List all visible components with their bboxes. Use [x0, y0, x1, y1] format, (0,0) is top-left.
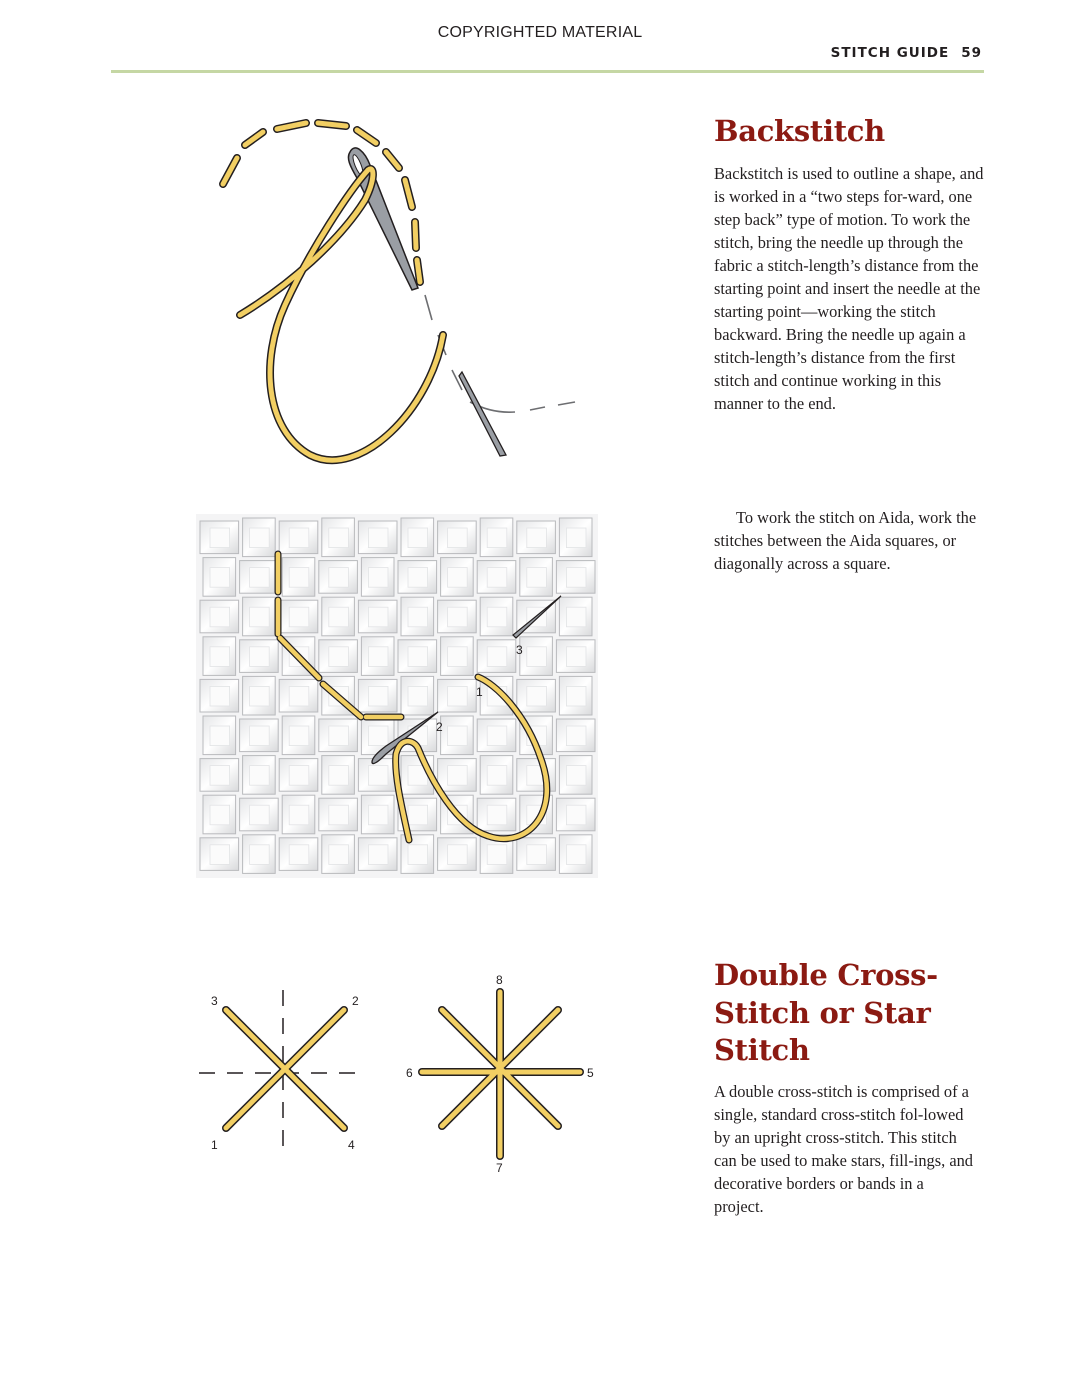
cross-label-4: 4 [348, 1138, 355, 1152]
aida-cell-hole [448, 647, 468, 667]
aida-cloth-illustration [196, 514, 598, 878]
aida-cell-hole [368, 766, 388, 786]
aida-cell-hole [487, 607, 507, 627]
aida-cell-hole [250, 647, 270, 667]
aida-cell-hole [250, 607, 270, 627]
double-cross-section [714, 957, 974, 1218]
aida-cell-hole [368, 647, 388, 667]
aida-label-1: 1 [476, 685, 483, 699]
section-title: STITCH GUIDE [830, 45, 950, 61]
aida-cell-hole [289, 845, 309, 865]
aida-cell-hole [527, 528, 547, 548]
running-head [831, 45, 982, 61]
aida-cell-hole [408, 647, 428, 667]
aida-cell-hole [487, 805, 507, 825]
aida-cell-hole [527, 647, 547, 667]
aida-cell-hole [329, 766, 349, 786]
aida-cell-hole [487, 726, 507, 746]
aida-cell-hole [210, 528, 230, 548]
aida-paragraph: To work the stitch on Aida, work the stitches between the Aida squares, or diagonally across a square. [714, 508, 977, 573]
aida-label-2: 2 [436, 720, 443, 734]
cross-label-1: 1 [211, 1138, 218, 1152]
aida-cell-hole [368, 568, 388, 588]
aida-cell-hole [329, 726, 349, 746]
aida-cell-hole [289, 686, 309, 706]
aida-cell-hole [368, 845, 388, 865]
aida-cell-hole [329, 805, 349, 825]
cross-stitch-diagram [196, 985, 374, 1160]
aida-cell-hole [250, 726, 270, 746]
aida-cell-hole [566, 805, 586, 825]
aida-cell-hole [527, 686, 547, 706]
aida-cell-hole [408, 607, 428, 627]
aida-cell-hole [210, 726, 230, 746]
aida-cell-hole [566, 766, 586, 786]
aida-cell-hole [408, 845, 428, 865]
aida-cell-hole [368, 607, 388, 627]
aida-note [714, 506, 986, 575]
cross-label-2: 2 [352, 994, 359, 1008]
aida-cell-hole [448, 845, 468, 865]
aida-cell-hole [487, 766, 507, 786]
aida-cell-hole [329, 845, 349, 865]
aida-cell-hole [368, 805, 388, 825]
aida-cell-hole [408, 805, 428, 825]
completed-stitches [223, 123, 420, 282]
aida-cell-hole [250, 568, 270, 588]
aida-cell-hole [448, 766, 468, 786]
backstitch-section [714, 113, 986, 415]
star-label-7: 7 [496, 1161, 503, 1175]
star-label-5: 5 [587, 1066, 594, 1080]
cross-stitch [226, 1010, 344, 1128]
backstitch-paragraph: Backstitch is used to outline a shape, and is worked in a “two steps for-ward, one step back” type of motion. To work the stitch, bring the needle up through the fabric a stitch-length’s distance from the starting point and insert the needle at the starting point—working the stitch backward. Bring the needle up again a stitch-length’s distance from the first stitch and continue working in this manner to the end. [714, 164, 984, 413]
cross-label-3: 3 [211, 994, 218, 1008]
aida-cell-hole [289, 528, 309, 548]
double-cross-paragraph: A double cross-stitch is comprised of a single, standard cross-stitch fol-lowed by an upright cross-stitch. This stitch can be used to make stars, fill-ings, and decorative borders or bands in a project. [714, 1081, 973, 1216]
aida-cell-hole [250, 805, 270, 825]
header-rule [111, 70, 984, 73]
backstitch-illustration [200, 110, 600, 470]
aida-cell-hole [250, 528, 270, 548]
page-number: 59 [961, 45, 982, 61]
aida-cell-hole [289, 766, 309, 786]
star-label-6: 6 [406, 1066, 413, 1080]
aida-cell-hole [250, 686, 270, 706]
aida-cell-hole [250, 766, 270, 786]
aida-cell-hole [408, 686, 428, 706]
aida-cell-hole [566, 568, 586, 588]
aida-cell-hole [368, 528, 388, 548]
aida-cell-hole [566, 607, 586, 627]
aida-cell-hole [566, 528, 586, 548]
aida-cell-hole [408, 528, 428, 548]
needle-tip-icon [459, 372, 506, 456]
aida-cell-hole [448, 726, 468, 746]
aida-cell-hole [448, 607, 468, 627]
backstitch-heading: Backstitch [714, 114, 885, 148]
star-stitch-diagram [400, 968, 600, 1178]
aida-cell-hole [566, 726, 586, 746]
aida-cell-hole [448, 528, 468, 548]
copyright-notice: COPYRIGHTED MATERIAL [437, 24, 643, 41]
aida-cell-hole [487, 845, 507, 865]
aida-cell-hole [289, 568, 309, 588]
aida-cell-hole [289, 726, 309, 746]
aida-cell-hole [289, 805, 309, 825]
aida-cell-hole [329, 528, 349, 548]
aida-cell-hole [527, 845, 547, 865]
hidden-thread-path [425, 295, 575, 412]
aida-cell-hole [210, 607, 230, 627]
star-label-8: 8 [496, 973, 503, 987]
aida-cell-hole [210, 647, 230, 667]
aida-cell-hole [289, 607, 309, 627]
aida-cell-hole [368, 726, 388, 746]
aida-cell-hole [210, 568, 230, 588]
thread-loop [240, 169, 443, 460]
aida-cell-hole [329, 607, 349, 627]
aida-cell-hole [566, 647, 586, 667]
aida-cell-hole [210, 766, 230, 786]
aida-cell-hole [487, 568, 507, 588]
aida-label-3: 3 [516, 643, 523, 657]
aida-cell-hole [527, 568, 547, 588]
aida-cell-hole [210, 845, 230, 865]
aida-cell-hole [566, 845, 586, 865]
aida-cell-hole [448, 568, 468, 588]
aida-cell-hole [329, 568, 349, 588]
aida-cell-hole [210, 805, 230, 825]
double-cross-heading: Double Cross-Stitch or Star Stitch [714, 958, 938, 1067]
aida-cell-hole [487, 528, 507, 548]
aida-cell-hole [566, 686, 586, 706]
aida-cell-hole [368, 686, 388, 706]
aida-cell-hole [487, 647, 507, 667]
aida-cell-hole [408, 568, 428, 588]
aida-cell-hole [448, 686, 468, 706]
aida-cell-hole [329, 647, 349, 667]
aida-cell-hole [210, 686, 230, 706]
aida-cell-hole [250, 845, 270, 865]
